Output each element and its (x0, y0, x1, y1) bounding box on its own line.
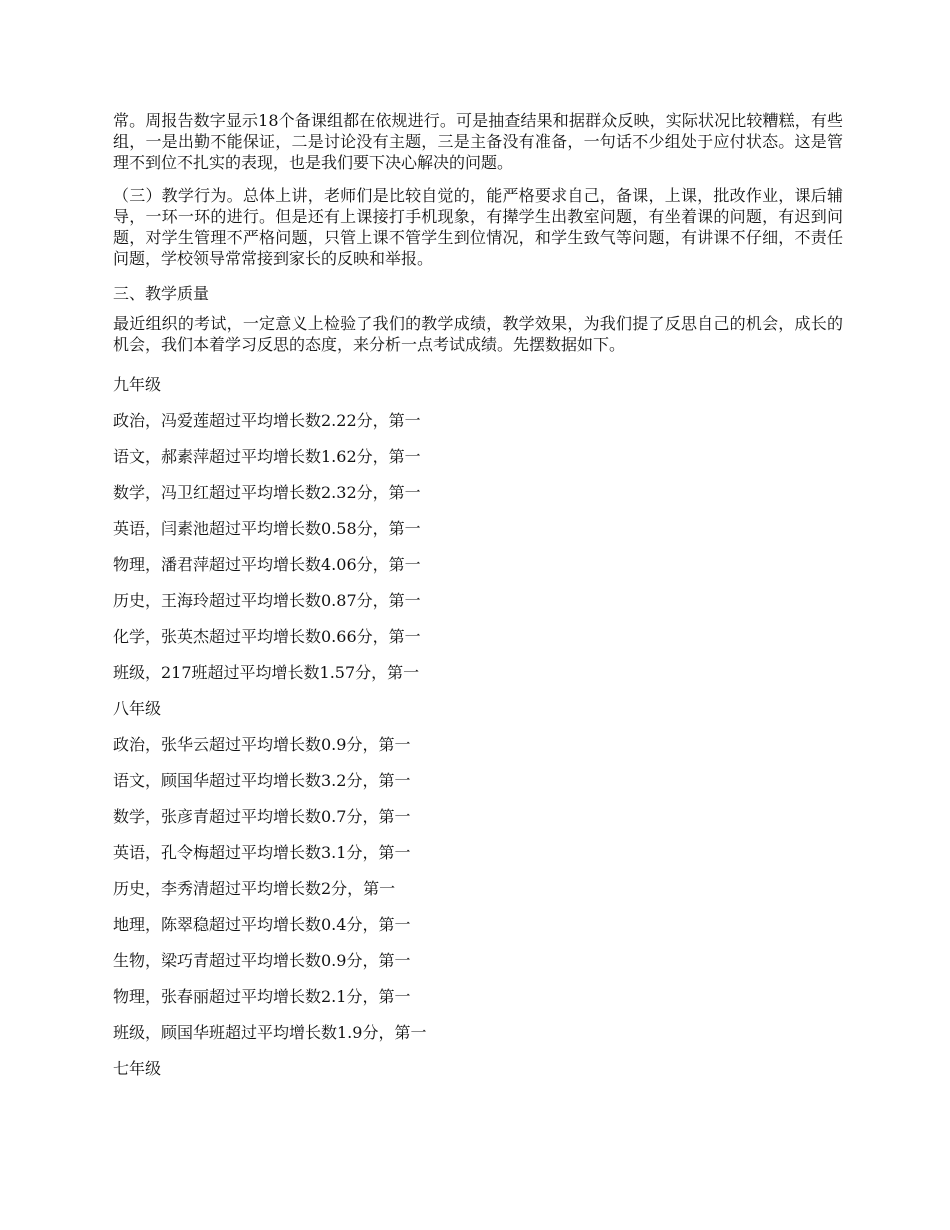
grade9-item: 历史，王海玲超过平均增长数0.87分，第一 (113, 591, 421, 610)
section-heading: 三、教学质量 (113, 284, 210, 303)
grade8-item: 英语，孔令梅超过平均增长数3.1分，第一 (113, 843, 411, 862)
grade7-label: 七年级 (113, 1059, 162, 1078)
grade8-label: 八年级 (113, 699, 162, 718)
grade8-item: 班级，顾国华班超过平均增长数1.9分，第一 (113, 1023, 427, 1042)
grade9-item: 物理，潘君萍超过平均增长数4.06分，第一 (113, 555, 421, 574)
grade9-item: 化学，张英杰超过平均增长数0.66分，第一 (113, 627, 421, 646)
grade9-item: 语文，郝素萍超过平均增长数1.62分，第一 (113, 447, 421, 466)
paragraph-intro: 最近组织的考试，一定意义上检验了我们的教学成绩，教学效果，为我们提了反思自己的机会，成长的机会，我们本着学习反思的态度，来分析一点考试成绩。先摆数据如下。 (113, 314, 843, 354)
grade9-item: 班级，217班超过平均增长数1.57分，第一 (113, 663, 420, 682)
document-page (113, 110, 843, 1087)
grade9-label: 九年级 (113, 375, 162, 394)
grade8-item: 物理，张春丽超过平均增长数2.1分，第一 (113, 987, 411, 1006)
paragraph-teaching-behavior: （三）教学行为。总体上讲，老师们是比较自觉的，能严格要求自己，备课，上课，批改作业，课后辅导，一环一环的进行。但是还有上课接打手机现象，有撵学生出教室问题，有坐着课的问题，有迟到问题，对学生管理不严格问题，只管上课不管学生到位情况，和学生致气等问题，有讲课不仔细，不责任问题，学校领导常常接到家长的反映和举报。 (113, 186, 843, 268)
grade8-item: 历史，李秀清超过平均增长数2分，第一 (113, 879, 396, 898)
paragraph-preparation: 常。周报告数字显示18个备课组都在依规进行。可是抽查结果和据群众反映，实际状况比较糟糕，有些组，一是出勤不能保证，二是讨论没有主题，三是主备没有准备，一句话不少组处于应付状态。这是管理不到位不扎实的表现，也是我们要下决心解决的问题。 (113, 111, 843, 172)
grade8-item: 语文，顾国华超过平均增长数3.2分，第一 (113, 771, 411, 790)
grade9-item: 英语，闫素池超过平均增长数0.58分，第一 (113, 519, 421, 538)
grade8-item: 政治，张华云超过平均增长数0.9分，第一 (113, 735, 411, 754)
grade8-item: 生物，梁巧青超过平均增长数0.9分，第一 (113, 951, 411, 970)
grade8-item: 数学，张彦青超过平均增长数0.7分，第一 (113, 807, 411, 826)
grade9-item: 数学，冯卫红超过平均增长数2.32分，第一 (113, 483, 421, 502)
grade8-item: 地理，陈翠稳超过平均增长数0.4分，第一 (113, 915, 411, 934)
grade9-item: 政治，冯爱莲超过平均增长数2.22分，第一 (113, 411, 421, 430)
